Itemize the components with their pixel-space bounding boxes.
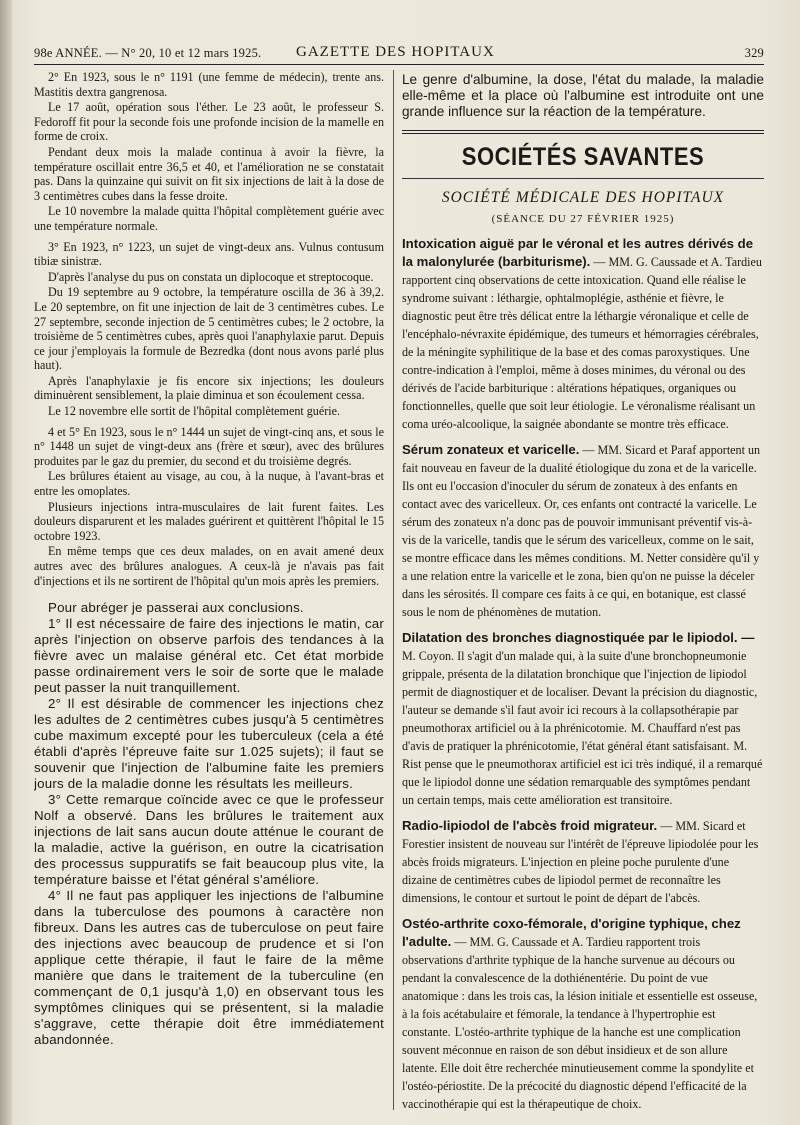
case-paragraph: 3° En 1923, n° 1223, un sujet de vingt-deux ans. Vulnus contusum tibiæ sinistræ. <box>34 239 384 269</box>
report-paragraph: Du point de vue anatomique : dans les trois cas, la lésion initiale et essentielle est osseuse, à la fois acétabulaire et fémorale, la tendance à l'hypertrophie est constante. <box>402 971 758 1039</box>
case-paragraph: Pendant deux mois la malade continua à avoir la fièvre, la température oscillait entre 36,5 et 40, et l'amélioration ne se constatait pas. Dans la quinzaine qui suivit on fit six injections de lait à la dose de 3 centimètres cubes dans la fesse droite. <box>34 144 384 203</box>
right-column <box>402 72 764 1112</box>
report-entry <box>402 441 764 621</box>
case-paragraph: Plusieurs injections intra-musculaires de lait furent faites. Les douleurs disparurent et les malades guérirent et quittèrent l'hôpital le 15 octobre 1923. <box>34 499 384 543</box>
report-paragraph: M. Netter considère qu'il y a une relation entre la varicelle et le zona, bien qu'on ne puisse la déceler dans les sérosités. Il compare ces faits à ce qui, en botanique, est classé sous le nom de phénomènes de mutation. <box>402 551 760 619</box>
report-text: — MM. G. Caussade et A. Tardieu rapportent trois observations d'arthrite typhique de la hanche survenue au décours ou pendant la convalescence de la dothiénentérie. <box>402 935 735 985</box>
report-entry <box>402 235 764 433</box>
case-paragraph: Le 10 novembre la malade quitta l'hôpital complètement guérie avec une température normale. <box>34 204 384 233</box>
section-rule <box>402 178 764 179</box>
case-paragraph: Les brûlures étaient au visage, au cou, à la nuque, à l'avant-bras et entre les omoplates. <box>34 469 384 499</box>
report-text: — MM. Sicard et Forestier insistent de nouveau sur l'intérêt de l'épreuve lipiodolée pour les abcès froids migrateurs. L'injection en pleine poche purulente d'une dizaine de centimètres cubes de lipiodol permet de reconnaître les dimensions, le contour et surtout le point de départ de l'abcès. <box>402 819 759 905</box>
conclusion-paragraph: 4° Il ne faut pas appliquer les injections de l'albumine dans la tuberculose des poumons à caractère non fibreux. Dans les autres cas de tuberculose on peut faire des injections avec beaucoup de prudence et si l'on applique cette thérapie, il faut le faire de la même manière que dans le traitement de la tuberculine (en commençant de 0,1 jusqu'à 1,0) en observant tous les symptômes cliniques qui se présentent, si la maladie s'aggrave, cette thérapie doit être immédiatement abandonnée. <box>34 888 384 1048</box>
page-number: 329 <box>744 46 764 60</box>
issue-info: 98e ANNÉE. — N° 20, 10 et 12 mars 1925. <box>34 46 262 60</box>
report-title: Radio-lipiodol de l'abcès froid migrateur. <box>402 818 658 833</box>
report-title: Dilatation des bronches diagnostiquée par le lipiodol. — <box>402 630 755 645</box>
intro-paragraph: Le genre d'albumine, la dose, l'état du malade, la maladie elle-même et la place où l'albumine est introduite ont une grande influence sur la réaction de la température. <box>402 72 764 119</box>
page-header <box>34 42 764 66</box>
report-text: — MM. G. Caussade et A. Tardieu rapportent cinq observations de cette intoxication. Quand elle réalise le syndrome suivant : léthargie, ophtalmoplégie, asthénie et fièvre, le diagnostic peut être très délicat entre la léthargie véronalique et celle de l'encéphalo-névraxite épidémique, des tumeurs et hémorragies cérébrales, de la méningite syphilitique de la base et des comas paroxystiques. <box>402 255 762 359</box>
conclusion-paragraph: Pour abréger je passerai aux conclusions. <box>48 600 304 616</box>
conclusion-paragraph: 2° Il est désirable de commencer les injections chez les adultes de 2 centimètres cubes jusqu'à 5 centimètres cube maximum excepté pour les tuberculeux (cela a été établi d'après l'épreuve faite sur 1.025 sujets); il faut se souvenir que l'injection de l'albumine faite les premiers jours de la maladie donne les résultats les meilleurs. <box>34 696 384 792</box>
journal-title: GAZETTE DES HOPITAUX <box>296 44 495 60</box>
session-date: (SÉANCE DU 27 FÉVRIER 1925) <box>491 213 675 225</box>
case-paragraph: 2° En 1923, sous le n° 1191 (une femme de médecin), trente ans. Mastitis dextra gangrenosa. <box>34 70 384 99</box>
conclusion-paragraph: 3° Cette remarque coïncide avec ce que le professeur Nolf a observé. Dans les brûlures le traitement aux injections de lait sans aucun doute atténue le courant de la maladie, active la guérison, en outre la cicatrisation des processus suppuratifs se fait beaucoup plus vite, la température baisse et l'état général s'améliore. <box>34 792 384 888</box>
column-divider <box>393 70 394 1110</box>
conclusion-paragraph: 1° Il est nécessaire de faire des injections le matin, car après l'injection on observe parfois des tendances à la fièvre avec un malaise général etc. Cet état morbide passe ordinairement vers le soir de sorte que le malade peut passer la nuit tranquillement. <box>34 616 384 696</box>
case-paragraph: Du 19 septembre au 9 octobre, la température oscilla de 36 à 39,2. Le 20 septembre, on fit une injection de lait de 3 centimètres cubes. Le 27 septembre, seconde injection de 5 centimètres cubes; le 2 octobre, la troisième de 5 centimètres cubes, après quoi l'anaphylaxie parut. Depuis ce jour j'employais la formule de Bezredka (dont nous avons parlé plus haut). <box>34 285 384 373</box>
case-paragraph: Le 12 novembre elle sortit de l'hôpital complètement guérie. <box>48 404 340 419</box>
report-paragraph: Une contre-indication à l'emploi, même à doses minimes, du véronal ou des dérivés de l'acide barbiturique : altérations hépatiques, organiques ou fonctionnelles, quelle que soit leur étiologie. <box>402 345 750 413</box>
report-entry <box>402 915 764 1112</box>
case-paragraph: Après l'anaphylaxie je fis encore six injections; les douleurs diminuèrent sensiblement, la plaie diminua et son écoulement cessa. <box>34 373 384 403</box>
report-paragraph: Le véronalisme réalisant un coma uréo-alcoolique, la saignée abondante se montre très efficace. <box>402 399 756 431</box>
case-paragraph: Le 17 août, opération sous l'éther. Le 23 août, le professeur S. Fedoroff fit pour la seconde fois une profonde incision de la mamelle en forme de croix. <box>34 100 384 144</box>
report-title: Ostéo-arthrite coxo-fémorale, d'origine typhique, chez l'adulte. <box>402 916 741 949</box>
report-text: — MM. Sicard et Paraf apportent un fait nouveau en faveur de la dualité étiologique du zona et de la varicelle. Ils ont eu l'occasion d'inoculer du sérum de zonateux à des enfants en contact avec des varicelleux. Or, ces enfants ont contracté la varicelle. Le sérum des zonateux n'a donc pas de pouvoir immunisant préventif vis-à-vis de la varicelle, tandis que le sérum des varicelleux, comme on le sait, se montre efficace dans les mêmes conditions. <box>402 443 761 565</box>
society-name: SOCIÉTÉ MÉDICALE DES HOPITAUX <box>441 189 725 206</box>
report-paragraph: M. Rist pense que le pneumothorax artificiel est ici très indiqué, il a remarqué que le lipiodol donne une sédation remarquable des symptômes pendant un certain temps, mais cette amélioration est transitoire. <box>402 739 763 807</box>
report-title: Intoxication aiguë par le véronal et les autres dérivés de la malonylurée (barbiturisme). <box>402 236 754 269</box>
report-entry <box>402 817 764 907</box>
report-paragraph: M. Chauffard n'est pas d'avis de pratiquer la phrénicotomie, l'état général étant satisfaisant. <box>402 721 741 753</box>
report-title: Sérum zonateux et varicelle. <box>402 442 580 457</box>
report-entry <box>402 629 764 809</box>
report-paragraph: L'ostéo-arthrite typhique de la hanche est une complication souvent méconnue en raison de son début insidieux et de son allure latente. Elle doit être recherchée minutieusement comme la spondylite et l'ostéo-périostite. De la précocité du diagnostic dépend l'efficacité de la vaccinothérapie qui est la thérapeutique de choix. <box>402 1025 754 1111</box>
report-text: M. Coyon. Il s'agit d'un malade qui, à la suite d'une bronchopneumonie grippale, présenta de la dilatation bronchique que l'injection de lipiodol permit de diagnostiquer et de localiser. Devant la précision du diagnostic, l'auteur se demande s'il faut avoir ici recours à la collapsothérapie par pneumothorax artificiel ou à la phrénicotomie. <box>402 649 758 735</box>
double-rule <box>402 130 764 134</box>
page-spine-shadow <box>0 0 12 1125</box>
section-title: SOCIÉTÉS SAVANTES <box>461 142 705 171</box>
header-rule <box>34 64 764 65</box>
case-paragraph: 4 et 5° En 1923, sous le n° 1444 un sujet de vingt-cinq ans, et sous le n° 1448 un sujet de vingt-deux ans (frère et sœur), avec des brûlures produites par le gaz du premier, du second et du troisième degrés. <box>34 424 384 468</box>
left-column <box>34 70 384 1115</box>
case-paragraph: D'après l'analyse du pus on constata un diplocoque et streptocoque. <box>48 269 374 284</box>
case-paragraph: En même temps que ces deux malades, on en avait amené deux autres avec des brûlures analogues. A ceux-là je n'avais pas fait d'injections et ils ne sortirent de l'hôpital qu'un mois après les premiers. <box>34 544 384 588</box>
